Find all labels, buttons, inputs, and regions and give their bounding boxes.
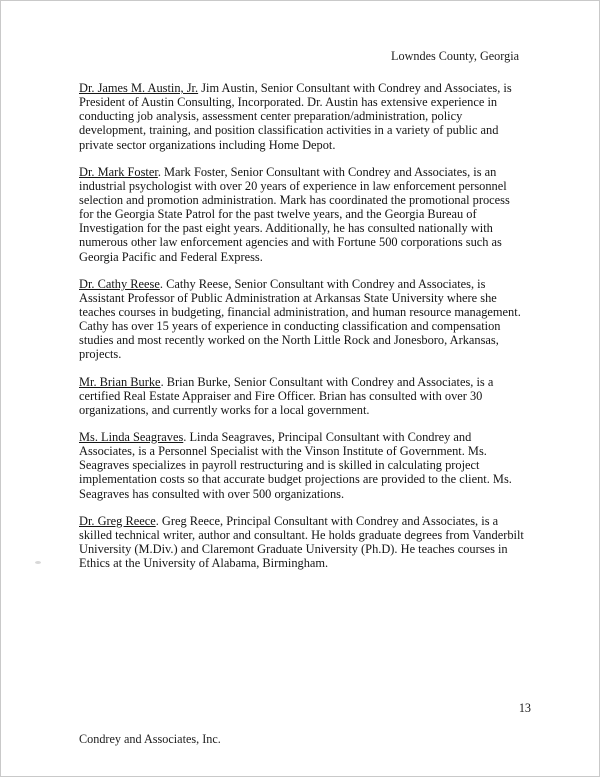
page-header bbox=[391, 49, 519, 64]
scan-artifact-mark bbox=[35, 561, 41, 564]
paragraph-reece-greg bbox=[79, 514, 527, 571]
consultant-name-austin: Dr. James M. Austin, Jr. bbox=[79, 81, 199, 95]
paragraph-text-austin: Jim Austin, Senior Consultant with Condrey and Associates, is President of Austin Consulting, Incorporated. Dr. Austin has extensive experience in conducting job analysis, assessment center preparation/administration, policy development, training, and position classification activities in a variety of public and private sector organizations including Home Depot. bbox=[79, 81, 512, 152]
consultant-name-foster: Dr. Mark Foster bbox=[79, 164, 158, 179]
paragraph-austin bbox=[79, 81, 527, 152]
page-content bbox=[79, 81, 527, 583]
page-number: 13 bbox=[518, 701, 531, 715]
paragraph-text-reese-cathy: . Cathy Reese, Senior Consultant with Condrey and Associates, is Assistant Professor of Public Administration at Arkansas State University where she teaches courses in budgeting, financial administration, and human resource management. Cathy has over 15 years of experience in conducting classification and compensation studies and most recently worked on the North Little Rock and Jonesboro, Arkansas, projects. bbox=[79, 276, 521, 362]
consultant-name-reese-cathy: Dr. Cathy Reese bbox=[79, 276, 160, 291]
paragraph-foster bbox=[79, 165, 527, 264]
paragraph-text-reece-greg: . Greg Reece, Principal Consultant with Condrey and Associates, is a skilled technical writer, author and consultant. He holds graduate degrees from Vanderbilt University (M.Div.) and Claremont Graduate University (Ph.D). He teaches courses in Ethics at the University of Alabama, Birmingham. bbox=[79, 513, 524, 571]
consultant-name-burke: Mr. Brian Burke bbox=[79, 374, 161, 389]
footer-company: Condrey and Associates, Inc. bbox=[79, 732, 221, 746]
header-location-text: Lowndes County, Georgia bbox=[391, 49, 519, 63]
paragraph-reese-cathy bbox=[79, 277, 527, 362]
paragraph-text-foster: . Mark Foster, Senior Consultant with Condrey and Associates, is an industrial psychologist with over 20 years of experience in law enforcement personnel selection and promotion administration. Mark has coordinated the promotional process for the Georgia State Patrol for the past twelve years, and the Georgia Bureau of Investigation for the past eight years. Additionally, he has consulted nationally with numerous other law enforcement agencies and with Fortune 500 corporations such as Georgia Pacific and Federal Express. bbox=[79, 164, 510, 264]
paragraph-text-seagraves: . Linda Seagraves, Principal Consultant with Condrey and Associates, is a Personnel Specialist with the Vinson Institute of Government. Ms. Seagraves specializes in payroll restructuring and is skilled in calculating project implementation costs so that accurate budget projections are provided to the client. Ms. Seagraves has consulted with over 500 organizations. bbox=[79, 429, 512, 501]
consultant-name-seagraves: Ms. Linda Seagraves bbox=[79, 429, 184, 444]
paragraph-burke bbox=[79, 375, 527, 417]
consultant-name-reece-greg: Dr. Greg Reece bbox=[79, 513, 156, 528]
paragraph-text-burke: . Brian Burke, Senior Consultant with Condrey and Associates, is a certified Real Estate Appraiser and Fire Officer. Brian has consulted with over 30 organizations, and currently works for a local government. bbox=[79, 374, 494, 417]
paragraph-seagraves bbox=[79, 430, 527, 501]
